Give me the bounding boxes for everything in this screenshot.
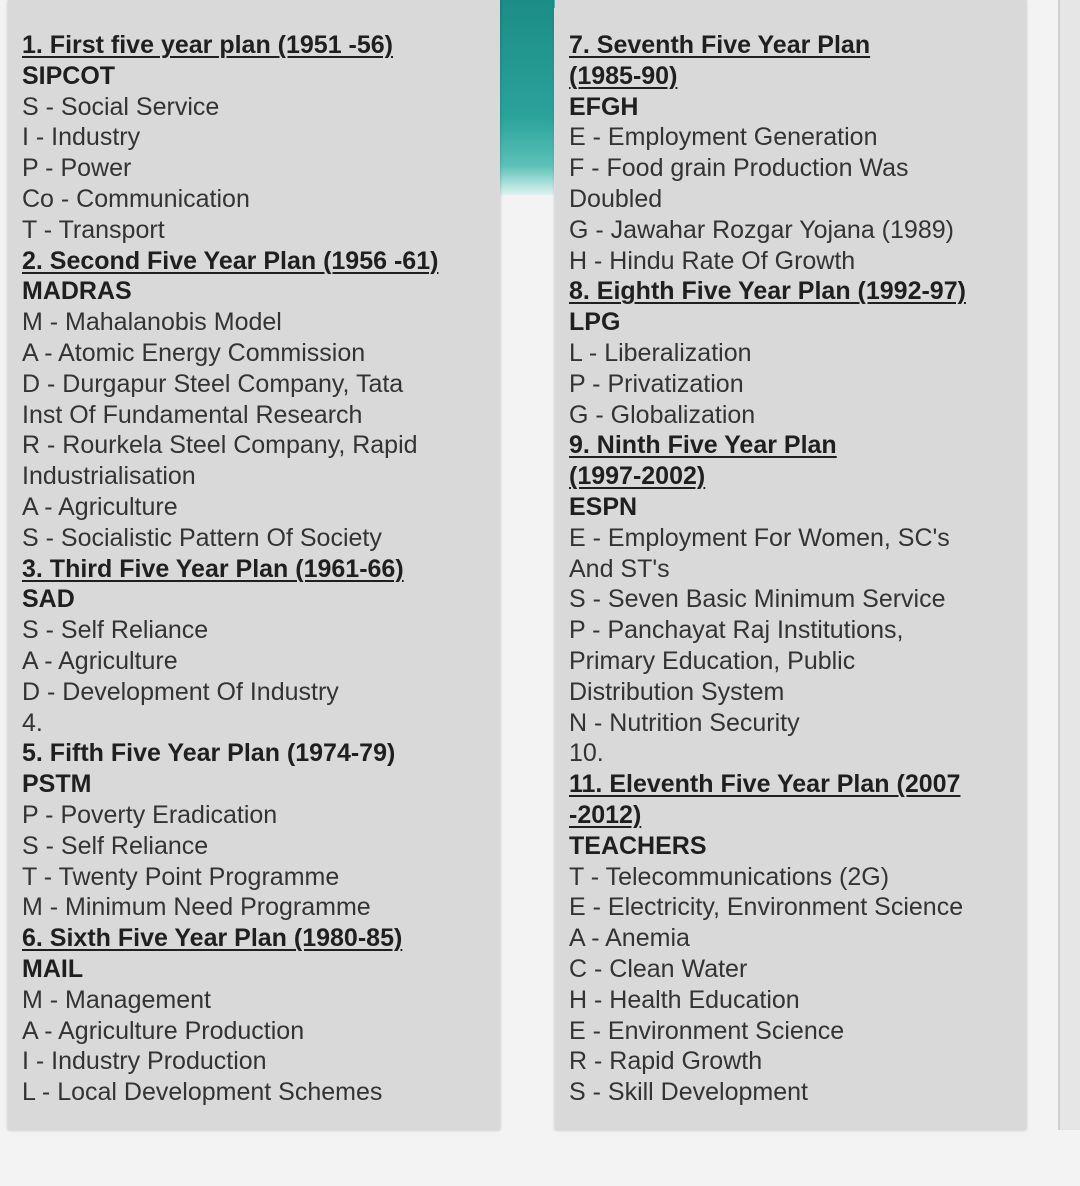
left-column-card [8,0,500,1130]
list-item: A - Agriculture [22,492,178,521]
mnemonic-code: MAIL [22,954,84,983]
plan-heading: 7. Seventh Five Year Plan [569,31,871,59]
plan-heading: 6. Sixth Five Year Plan (1980-85) [22,924,403,953]
mnemonic-code: SIPCOT [22,61,116,90]
list-item: I - Industry [22,123,141,152]
mnemonic-code: MADRAS [22,277,132,306]
list-item: Doubled [569,184,663,213]
list-item: S - Social Service [22,92,220,121]
plan-heading: 1. First five year plan (1951 -56) [22,31,394,59]
plan-heading: 9. Ninth Five Year Plan [569,431,837,460]
list-item: Primary Education, Public [569,646,856,675]
list-item: H - Hindu Rate Of Growth [569,246,856,275]
list-item: R - Rapid Growth [569,1047,763,1076]
mnemonic-code: TEACHERS [569,831,707,860]
edge-strip [1058,0,1080,1130]
list-item: S - Skill Development [569,1078,808,1107]
list-item: Distribution System [569,677,785,706]
list-item: A - Agriculture [22,646,178,675]
center-teal-divider [500,0,554,195]
list-item: P - Panchayat Raj Institutions, [569,616,904,645]
list-item: S - Self Reliance [22,616,209,645]
list-item: T - Telecommunications (2G) [569,862,890,891]
list-item: P - Power [22,154,132,183]
list-item: S - Seven Basic Minimum Service [569,585,946,614]
list-item: F - Food grain Production Was [569,154,909,183]
plan-heading: 5. Fifth Five Year Plan (1974-79) [22,739,396,768]
list-item: N - Nutrition Security [569,708,800,737]
list-item: T - Twenty Point Programme [22,862,340,891]
list-item: R - Rourkela Steel Company, Rapid [22,431,418,460]
list-item: A - Agriculture Production [22,1016,305,1045]
plan-heading: 8. Eighth Five Year Plan (1992-97) [569,277,966,306]
mnemonic-code: EFGH [569,92,639,121]
plan-heading: 3. Third Five Year Plan (1961-66) [22,554,404,583]
plan-heading: 11. Eleventh Five Year Plan (2007 [569,770,961,799]
list-item: E - Employment Generation [569,123,878,152]
plan-heading: -2012) [569,800,642,829]
list-item: S - Self Reliance [22,831,209,860]
list-item: M - Minimum Need Programme [22,893,371,922]
list-item: M - Management [22,985,211,1014]
list-item: P - Privatization [569,369,744,398]
list-item: And ST's [569,554,670,583]
list-item: G - Jawahar Rozgar Yojana (1989) [569,215,954,244]
mnemonic-code: ESPN [569,492,638,521]
list-item: M - Mahalanobis Model [22,308,282,337]
list-item: Inst Of Fundamental Research [22,400,363,429]
list-item: A - Atomic Energy Commission [22,338,366,367]
plan-heading: (1985-90) [569,61,678,90]
list-item: A - Anemia [569,924,690,953]
mnemonic-code: LPG [569,308,621,337]
list-item: I - Industry Production [22,1047,267,1076]
list-item: T - Transport [22,215,165,244]
plan-heading: (1997-2002) [569,462,706,491]
list-item: E - Employment For Women, SC's [569,523,950,552]
watermark-text [28,1112,1048,1186]
plan-heading: 2. Second Five Year Plan (1956 -61) [22,246,439,275]
list-item: L - Liberalization [569,338,752,367]
list-item: H - Health Education [569,985,800,1014]
list-item: D - Durgapur Steel Company, Tata [22,369,404,398]
list-item: 10. [569,739,604,768]
list-item: D - Development Of Industry [22,677,339,706]
list-item: S - Socialistic Pattern Of Society [22,523,382,552]
list-item: 4. [22,708,43,737]
list-item: E - Environment Science [569,1016,845,1045]
list-item: C - Clean Water [569,954,748,983]
mnemonic-code: PSTM [22,770,92,799]
list-item: P - Poverty Eradication [22,800,278,829]
list-item: L - Local Development Schemes [22,1078,383,1107]
list-item: Industrialisation [22,462,196,491]
right-column-card [555,0,1026,1130]
list-item: Co - Communication [22,184,250,213]
list-item: G - Globalization [569,400,756,429]
mnemonic-code: SAD [22,585,75,614]
list-item: E - Electricity, Environment Science [569,893,964,922]
